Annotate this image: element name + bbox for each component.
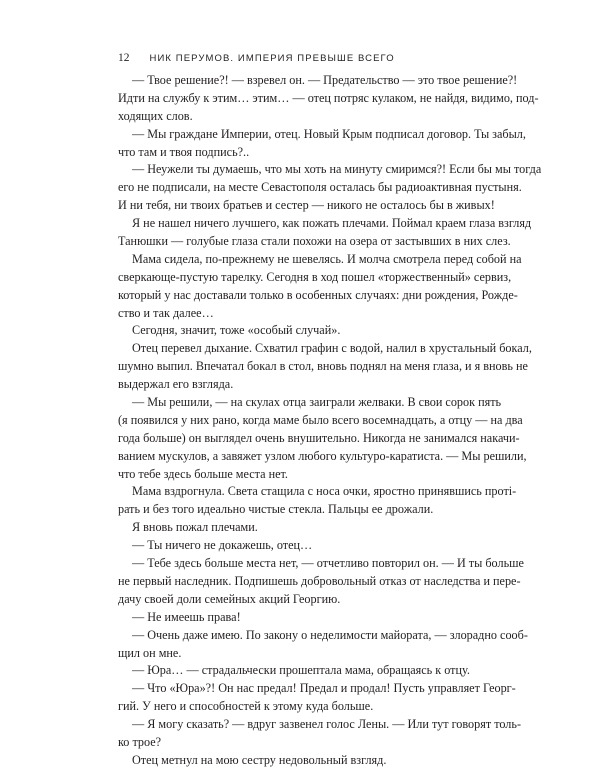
text-line: Я не нашел ничего лучшего, как пожать плечами. Поймал краем глаза взгляд: [132, 216, 532, 231]
text-line: Танюшки — голубые глаза стали похожи на озера от застывших в них слез.: [118, 234, 511, 249]
text-line: — Очень даже имею. По закону о неделимости майората, — злорадно сооб-: [132, 627, 528, 642]
text-line: — Мы граждане Империи, отец. Новый Крым подписал договор. Ты забыл,: [132, 126, 526, 141]
text-line: не первый наследник. Подпишешь добровольный отказ от наследства и пере-: [118, 573, 521, 588]
text-line: рать и без того идеально чистые стекла. Пальцы ее дрожали.: [118, 502, 434, 517]
text-line: — Тебе здесь больше места нет, — отчетливо повторил он. — И ты больше: [132, 556, 524, 571]
text-line: гий. У него и способностей к этому куда больше.: [118, 699, 374, 714]
text-line: что тебе здесь больше места нет.: [118, 466, 288, 481]
text-line: — Ты ничего не докажешь, отец…: [132, 538, 313, 553]
text-line: шумно выпил. Впечатал бокал в стол, вновь поднял на меня глаза, и я вновь не: [118, 359, 528, 374]
text-line: — Неужели ты думаешь, что мы хоть на минуту смиримся?! Если бы мы тогда: [132, 162, 542, 177]
text-line: — Что «Юра»?! Он нас предал! Предал и продал! Пусть управляет Георг-: [132, 681, 516, 696]
text-line: Отец перевел дыхание. Схватил графин с водой, налил в хрустальный бокал,: [132, 341, 532, 356]
running-head: [118, 52, 395, 66]
text-line: — Я могу сказать? — вдруг зазвенел голос Лены. — Или тут говорят толь-: [132, 717, 522, 732]
text-line: его не подписали, на месте Севастополя осталась бы радиоактивная пустыня.: [118, 180, 522, 195]
text-line: Отец метнул на мою сестру недовольный взгляд.: [132, 752, 387, 767]
text-line: выдержал его взгляда.: [118, 377, 234, 392]
text-line: — Мы решили, — на скулах отца заиграли желваки. В свои сорок пять: [132, 395, 502, 410]
running-title: НИК ПЕРУМОВ. ИМПЕРИЯ ПРЕВЫШЕ ВСЕГО: [149, 53, 395, 64]
text-line: (я появился у них рано, когда маме было всего восемнадцать, а отцу — на два: [118, 412, 523, 427]
text-line: года больше) он выглядел очень внушительно. Никогда не занимался накачи-: [118, 430, 520, 445]
text-line: — Юра… — страдальчески прошептала мама, обращаясь к отцу.: [132, 663, 470, 678]
text-line: Сегодня, значит, тоже «особый случай».: [132, 323, 341, 338]
text-line: Мама вздрогнула. Света стащила с носа очки, яростно принявшись протi-: [132, 484, 517, 499]
text-line: ванием мускулов, а завяжет узлом любого культуро-каратиста. — Мы решили,: [118, 448, 527, 463]
text-line: сверкающе-пустую тарелку. Сегодня в ход пошел «торжественный» сервиз,: [118, 269, 512, 284]
text-line: щил он мне.: [118, 645, 182, 660]
text-line: — Твое решение?! — взревел он. — Предательство — это твое решение?!: [132, 73, 518, 87]
text-line: Мама сидела, по-прежнему не шевелясь. И молча смотрела перед собой на: [132, 251, 522, 266]
text-line: что там и твоя подпись?..: [118, 144, 250, 159]
body-text: [118, 72, 542, 770]
text-line: ство и так далее…: [118, 305, 214, 320]
text-line: дачу своей доли семейных акций Георгию.: [118, 591, 341, 606]
text-line: — Не имеешь права!: [132, 609, 241, 624]
text-line: ко трое?: [118, 734, 162, 749]
text-line: Идти на службу к этим… этим… — отец потряс кулаком, не найдя, видимо, под-: [118, 90, 539, 105]
text-line: И ни тебя, ни твоих братьев и сестер — никого не осталось бы в живых!: [118, 198, 495, 213]
text-line: ходящих слов.: [118, 108, 193, 123]
text-line: который у нас доставали только в особенных случаях: дни рождения, Рожде-: [118, 287, 518, 302]
text-line: Я вновь пожал плечами.: [132, 520, 258, 535]
page-number: 12: [118, 52, 130, 64]
